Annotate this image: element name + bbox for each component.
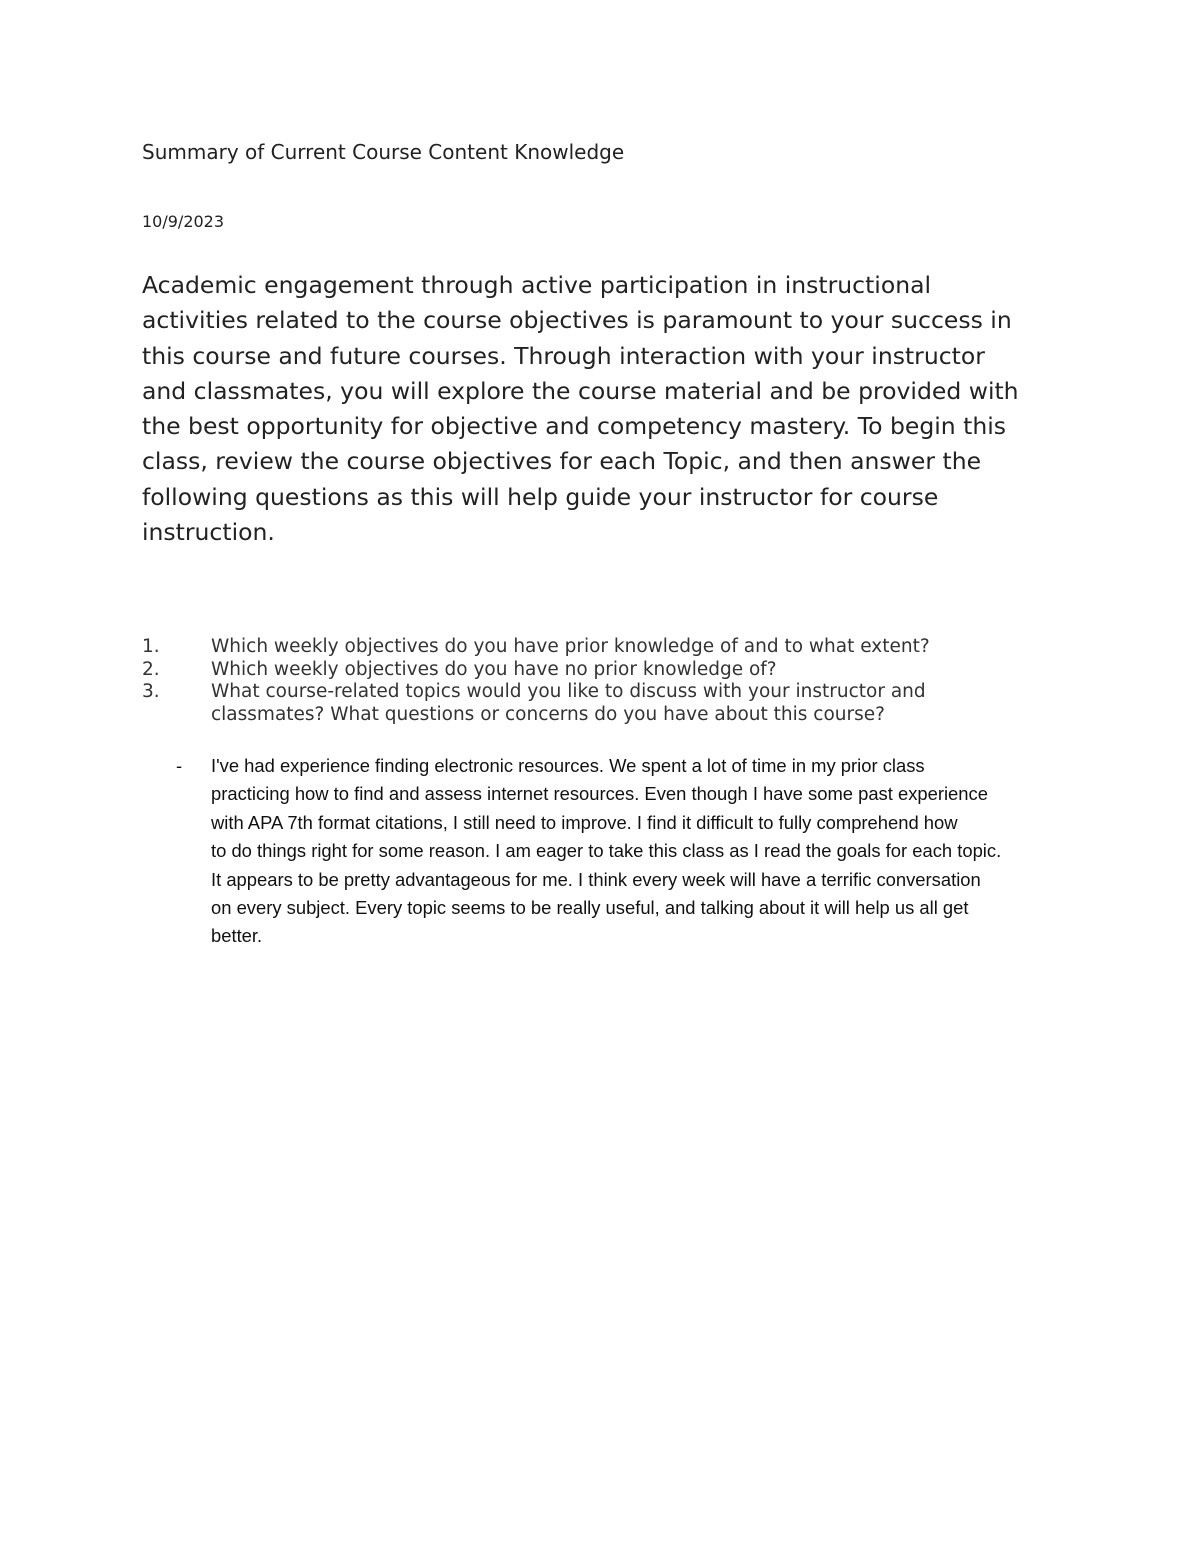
intro-line: class, review the course objectives for each Topic, and then answer the bbox=[142, 447, 982, 476]
answer-line: to do things right for some reason. I am eager to take this class as I read the goals for each topic. bbox=[211, 840, 1002, 862]
document-date: 10/9/2023 bbox=[142, 212, 225, 231]
intro-line: activities related to the course objectives is paramount to your success in bbox=[142, 306, 1012, 335]
question-text: Which weekly objectives do you have prior knowledge of and to what extent? bbox=[211, 636, 930, 657]
intro-line: this course and future courses. Through interaction with your instructor bbox=[142, 341, 985, 370]
question-number: 3. bbox=[142, 681, 160, 703]
answer-line: practicing how to find and assess internet resources. Even though I have some past experience bbox=[211, 783, 988, 805]
question-text: classmates? What questions or concerns do you have about this course? bbox=[211, 703, 885, 725]
answer-bullet: - bbox=[176, 755, 183, 776]
question-text: What course-related topics would you like to discuss with your instructor and bbox=[211, 681, 926, 703]
answer-line: It appears to be pretty advantageous for me. I think every week will have a terrific conversation bbox=[211, 868, 981, 890]
question-item bbox=[142, 659, 1042, 682]
intro-paragraph bbox=[142, 268, 1042, 550]
question-number: 2. bbox=[142, 658, 160, 680]
question-text: Which weekly objectives do you have no prior knowledge of? bbox=[211, 658, 777, 680]
intro-line: following questions as this will help guide your instructor for course bbox=[142, 482, 939, 511]
answer-line: I've had experience finding electronic resources. We spent a lot of time in my prior class bbox=[211, 755, 925, 776]
intro-line: the best opportunity for objective and competency mastery. To begin this bbox=[142, 412, 1007, 441]
answer-line: better. bbox=[211, 925, 263, 947]
question-number: 1. bbox=[142, 636, 160, 657]
question-item bbox=[142, 681, 1042, 726]
question-list bbox=[142, 636, 1042, 726]
intro-line: instruction. bbox=[142, 518, 275, 547]
answer-line: on every subject. Every topic seems to be really useful, and talking about it will help us all get bbox=[211, 897, 969, 919]
answer-list bbox=[142, 752, 1062, 951]
answer-item bbox=[142, 752, 1062, 951]
question-item bbox=[142, 636, 1042, 659]
answer-line: with APA 7th format citations, I still need to improve. I find it difficult to fully comprehend how bbox=[211, 811, 958, 833]
intro-line: and classmates, you will explore the course material and be provided with bbox=[142, 376, 1019, 405]
document-title: Summary of Current Course Content Knowledge bbox=[142, 140, 625, 164]
intro-line: Academic engagement through active participation in instructional bbox=[142, 271, 932, 299]
